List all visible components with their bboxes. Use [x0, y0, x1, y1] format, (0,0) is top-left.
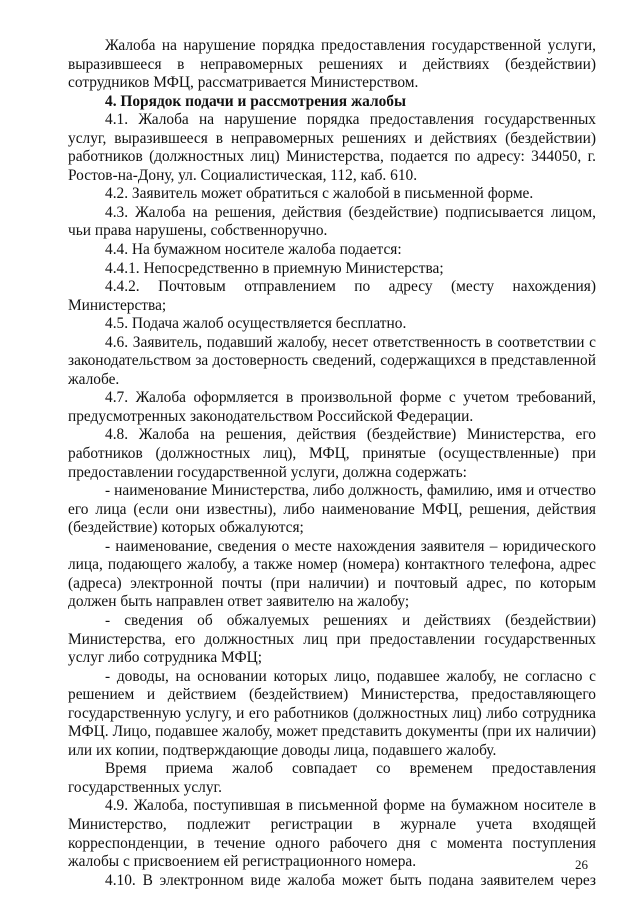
paragraph-4-8: 4.8. Жалоба на решения, действия (бездействие) Министерства, его работников (должностных лиц), МФЦ, принятые (осуществленные) при предоставлении государственной услуги, должна содержать:	[68, 426, 596, 481]
paragraph-4-10: 4.10. В электронном виде жалоба может быть подана заявителем через	[105, 871, 596, 889]
list-item-arguments: - доводы, на основании которых лицо, подавшее жалобу, не согласно с решением и действием (бездействием) Министерства, предоставляющего государственную услугу, и его работников (должностных лиц) либо сотрудника МФЦ. Лицо, подавшее жалобу, может представить документы (при их наличии) или их копии, подтверждающие доводы лица, подавшего жалобу.	[68, 667, 596, 759]
paragraph-4-4-1: 4.4.1. Непосредственно в приемную Министерства;	[105, 259, 444, 277]
paragraph-reception-time: Время приема жалоб совпадает со временем предоставления государственных услуг.	[68, 760, 596, 796]
list-item-applicant-info: - наименование, сведения о месте нахождения заявителя – юридического лица, подающего жалобу, а также номер (номера) контактного телефона, адрес (адреса) электронной почты (при наличии) и почтовый адрес, по которым должен быть направлен ответ заявителю на жалобу;	[68, 537, 596, 611]
list-item-name: - наименование Министерства, либо должность, фамилию, имя и отчество его лица (если они известны), либо наименование МФЦ, решения, действия (бездействие) которых обжалуются;	[68, 482, 596, 537]
paragraph-4-2: 4.2. Заявитель может обратиться с жалобой в письменной форме.	[105, 185, 534, 203]
paragraph-4-4-2: 4.4.2. Почтовым отправлением по адресу (месту нахождения) Министерства;	[68, 278, 596, 314]
paragraph-4-5: 4.5. Подача жалоб осуществляется бесплатно.	[105, 315, 407, 333]
paragraph-4-3: 4.3. Жалоба на решения, действия (бездействие) подписывается лицом, чьи права нарушены, собственноручно.	[68, 203, 596, 240]
section-heading: 4. Порядок подачи и рассмотрения жалобы	[105, 92, 407, 110]
paragraph-4-4: 4.4. На бумажном носителе жалоба подается:	[105, 241, 402, 259]
paragraph-4-6: 4.6. Заявитель, подавший жалобу, несет ответственность в соответствии с законодательством за достоверность сведений, содержащихся в представленной жалобе.	[68, 333, 596, 388]
paragraph-4-1: 4.1. Жалоба на нарушение порядка предоставления государственных услуг, выразившееся в неправомерных решениях и действиях (бездействии) работников (должностных лиц) Министерства, подается по адресу: 344050, г. Ростов-на-Дону, ул. Социалистическая, 112, каб. 610.	[68, 111, 596, 184]
paragraph-4-9: 4.9. Жалоба, поступившая в письменной форме на бумажном носителе в Министерство, подлежит регистрации в журнале учета входящей корреспонденции, в течение одного рабочего дня с момента поступления жалобы с присвоением ей регистрационного номера.	[68, 797, 596, 871]
intro-paragraph: Жалоба на нарушение порядка предоставления государственной услуги, выразившееся в неправомерных решениях и действиях (бездействии) сотрудников МФЦ, рассматривается Министерством.	[68, 37, 596, 92]
list-item-decisions: - сведения об обжалуемых решениях и действиях (бездействии) Министерства, его должностных лиц при предоставлении государственных услуг либо сотрудника МФЦ;	[68, 611, 596, 667]
page-number: 26	[575, 857, 588, 872]
document-body	[68, 37, 596, 890]
paragraph-4-7: 4.7. Жалоба оформляется в произвольной форме с учетом требований, предусмотренных законодательством Российской Федерации.	[68, 389, 596, 425]
